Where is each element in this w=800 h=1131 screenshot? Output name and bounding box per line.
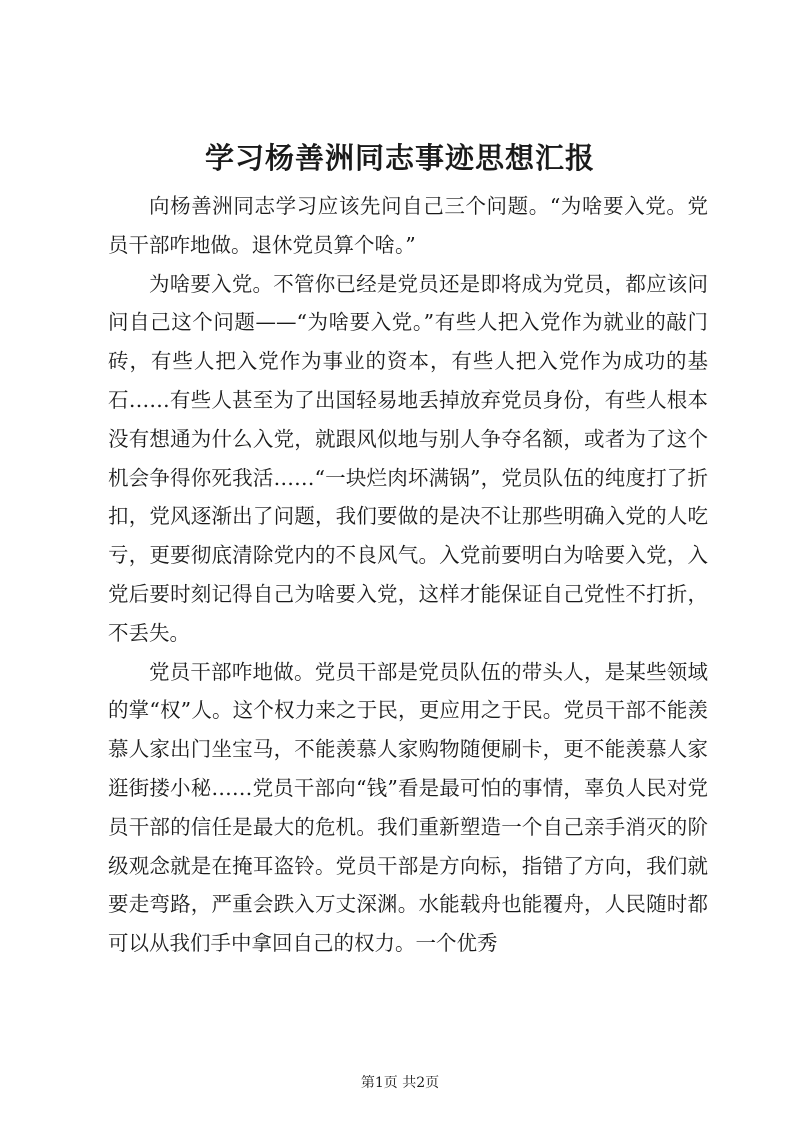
page-number-footer: 第1页 共2页 [360,1075,440,1091]
paragraph-cadre-conduct: 党员干部咋地做。党员干部是党员队伍的带头人，是某些领域的掌“权”人。这个权力来之于民，更应用之于民。党员干部不能羡慕人家出门坐宝马，不能羡慕人家购物随便刷卡，更不能羡慕人家逛街搂小秘……党员干部向“钱”看是最可怕的事情，辜负人民对党员干部的信任是最大的危机。我们重新塑造一个自己亲手消灭的阶级观念就是在掩耳盗铃。党员干部是方向标，指错了方向，我们就要走弯路，严重会跌入万丈深渊。水能载舟也能覆舟，人民随时都可以从我们手中拿回自己的权力。一个优秀 [108,659,708,956]
document-title: 学习杨善洲同志事迹思想汇报 [204,141,595,175]
paragraph-why-join-party: 为啥要入党。不管你已经是党员还是即将成为党员，都应该问问自己这个问题——“为啥要入党。”有些人把入党作为就业的敲门砖，有些人把入党作为事业的资本，有些人把入党作为成功的基石……有些人甚至为了出国轻易地丢掉放弃党员身份，有些人根本没有想通为什么入党，就跟风似地与别人争夺名额，或者为了这个机会争得你死我活……“一块烂肉坏满锅”，党员队伍的纯度打了折扣，党风逐渐出了问题，我们要做的是决不让那些明确入党的人吃亏，更要彻底清除党内的不良风气。入党前要明白为啥要入党，入党后要时刻记得自己为啥要入党，这样才能保证自己党性不打折，不丢失。 [108,271,708,645]
paragraph-intro: 向杨善洲同志学习应该先问自己三个问题。“为啥要入党。党员干部咋地做。退休党员算个啥。” [108,194,708,257]
document-body [108,187,708,963]
